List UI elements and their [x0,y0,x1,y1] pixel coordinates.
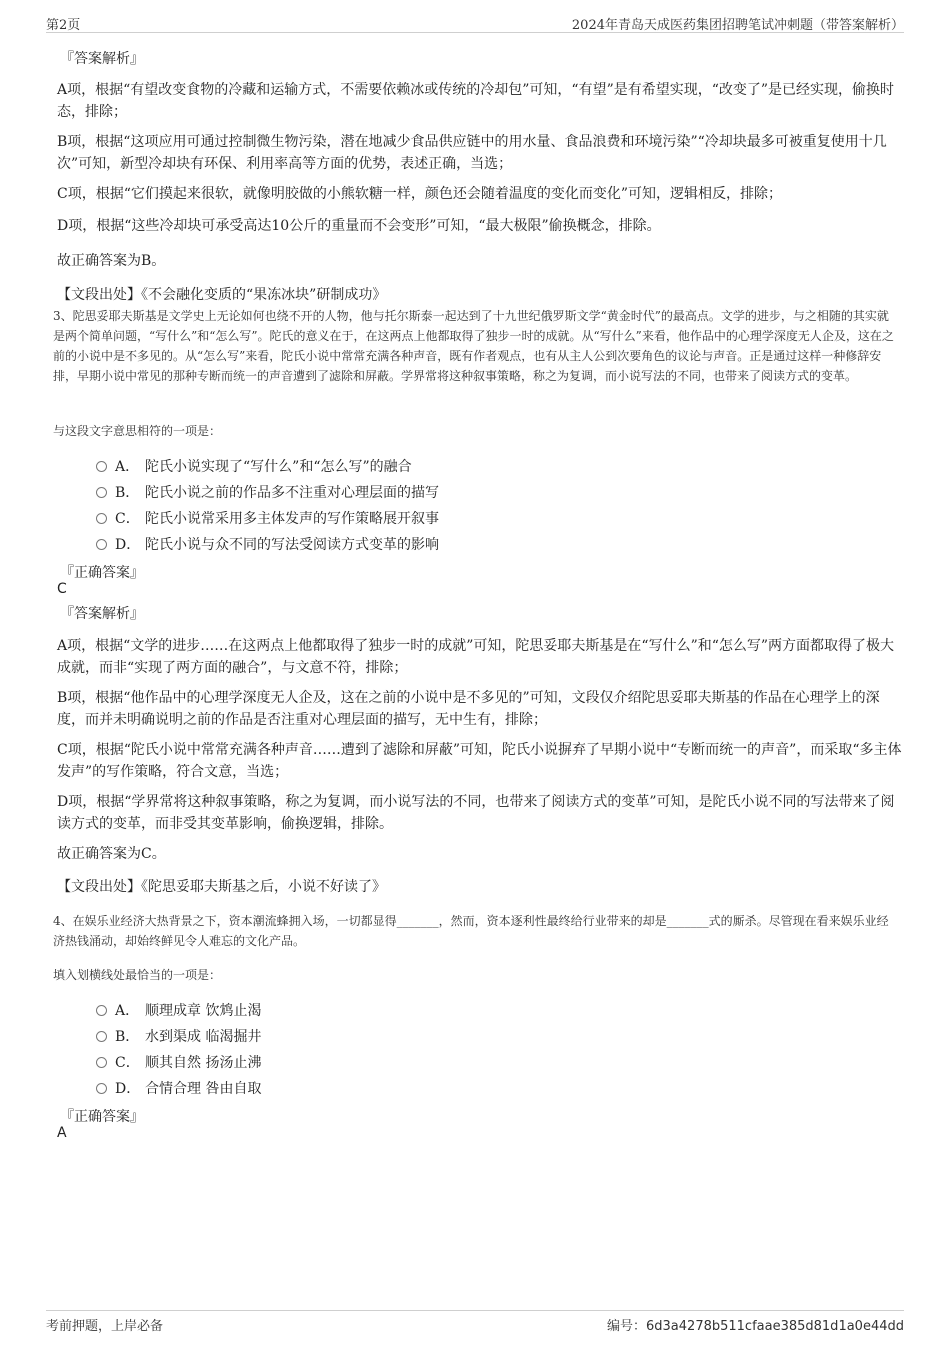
q3-analysis-b: B项，根据“他作品中的心理学深度无人企及，这在之前的小说中是不多见的”可知，文段仅介绍陀思妥耶夫斯基的作品在心理学上的深度，而并未明确说明之前的作品是否注重对心理层面的描写，无中生有，排除； [57,690,880,728]
radio-icon[interactable] [96,539,107,550]
document-id: 编号：6d3a4278b511cfaae385d81d1a0e44dd [607,1319,904,1334]
q4-option-a[interactable]: A． 顺理成章 饮鸩止渴 [96,1000,261,1020]
radio-icon[interactable] [96,1031,107,1042]
page-header [46,12,904,33]
question-4-stem: 4、在娱乐业经济大热背景之下，资本潮流蜂拥入场，一切都显得_______，然而，资本逐利性最终给行业带来的却是_______式的厮杀。尽管现在看来娱乐业经济热钱涌动，却始终鲜见令人难忘的文化产品。 [53,914,889,948]
question-3-prompt: 与这段文字意思相符的一项是： [53,424,222,438]
question-4-prompt: 填入划横线处最恰当的一项是： [53,968,222,982]
answer-label: 『正确答案』 [60,565,144,581]
analysis-label: 『答案解析』 [60,606,144,622]
q3-analysis-c: C项，根据“陀氏小说中常常充满各种声音……遭到了滤除和屏蔽”可知，陀氏小说摒弃了早期小说中“专断而统一的声音”，而采取“多主体发声”的写作策略，符合文意，当选； [57,742,902,780]
q3-option-c[interactable]: C． 陀氏小说常采用多主体发声的写作策略展开叙事 [96,508,439,528]
answer-value: A [57,1125,67,1141]
answer-value: C [57,581,67,597]
source: 【文段出处】《不会融化变质的“果冻冰块”研制成功》 [57,287,387,303]
q3-option-b[interactable]: B． 陀氏小说之前的作品多不注重对心理层面的描写 [96,482,439,502]
document-title: 2024年青岛天成医药集团招聘笔试冲刺题（带答案解析） [571,18,904,33]
radio-icon[interactable] [96,513,107,524]
q4-option-b[interactable]: B． 水到渠成 临渴掘井 [96,1026,261,1046]
analysis-d: D项，根据“这些冷却块可承受高达10公斤的重量而不会变形”可知，“最大极限”偷换概念，排除。 [57,218,661,234]
analysis-c: C项，根据“它们摸起来很软，就像明胶做的小熊软糖一样，颜色还会随着温度的变化而变化”可知，逻辑相反，排除； [57,186,783,202]
page-number: 第2页 [46,18,81,33]
radio-icon[interactable] [96,1057,107,1068]
analysis-a: A项，根据“有望改变食物的冷藏和运输方式，不需要依赖冰或传统的冷却包”可知，“有望”是有希望实现，“改变了”是已经实现，偷换时态，排除； [57,82,895,120]
q3-analysis-d: D项，根据“学界常将这种叙事策略，称之为复调，而小说写法的不同，也带来了阅读方式的变革”可知，是陀氏小说不同的写法带来了阅读方式的变革，而非受其变革影响，偷换逻辑，排除。 [57,794,895,832]
radio-icon[interactable] [96,487,107,498]
q3-option-a[interactable]: A． 陀氏小说实现了“写什么”和“怎么写”的融合 [96,456,412,476]
q3-source: 【文段出处】《陀思妥耶夫斯基之后，小说不好读了》 [57,879,386,895]
q4-option-c[interactable]: C． 顺其自然 扬汤止沸 [96,1052,261,1072]
answer-label: 『正确答案』 [60,1109,144,1125]
analysis-b: B项，根据“这项应用可通过控制微生物污染，潜在地减少食品供应链中的用水量、食品浪费和环境污染”“冷却块最多可被重复使用十几次”可知，新型冷却块有环保、利用率高等方面的优势，表述正确，当选； [57,134,887,172]
analysis-label: 『答案解析』 [60,51,144,67]
radio-icon[interactable] [96,1005,107,1016]
q3-conclusion: 故正确答案为C。 [57,846,166,862]
q3-analysis-a: A项，根据“文学的进步……在这两点上他都取得了独步一时的成就”可知，陀思妥耶夫斯基是在“写什么”和“怎么写”两方面都取得了极大成就，而非“实现了两方面的融合”，与文意不符，排除； [57,638,895,676]
radio-icon[interactable] [96,1083,107,1094]
q3-option-d[interactable]: D． 陀氏小说与众不同的写法受阅读方式变革的影响 [96,534,439,554]
footer-slogan: 考前押题，上岸必备 [46,1319,164,1334]
question-3-stem: 3、陀思妥耶夫斯基是文学史上无论如何也绕不开的人物，他与托尔斯泰一起达到了十九世纪俄罗斯文学“黄金时代”的最高点。文学的进步，与之相随的其实就是两个简单问题，“写什么”和“怎么写”。陀氏的意义在于，在这两点上他都取得了独步一时的成就。从“写什么”来看，他作品中的心理学深度无人企及，这在之前的小说中是不多见的。从“怎么写”来看，陀氏小说中常常充满各种声音，既有作者观点，也有从主人公到次要角色的议论与声音。正是通过这样一种修辞安排，早期小说中常见的那种专断而统一的声音遭到了滤除和屏蔽。学界常将这种叙事策略，称之为复调，而小说写法的不同，也带来了阅读方式的变革。 [53,309,894,383]
radio-icon[interactable] [96,461,107,472]
conclusion: 故正确答案为B。 [57,253,166,269]
q4-option-d[interactable]: D． 合情合理 咎由自取 [96,1078,261,1098]
page-footer [46,1310,904,1337]
